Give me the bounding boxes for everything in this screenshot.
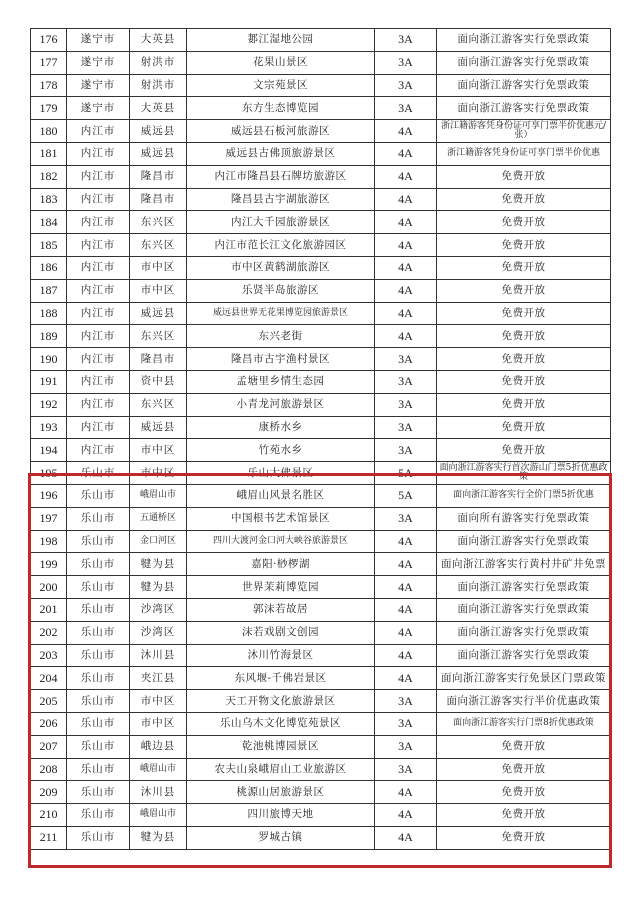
table-row: [31, 29, 611, 52]
level-cell: 4A: [375, 644, 437, 667]
scenic-name-cell: 市中区黄鹤湖旅游区: [187, 256, 375, 279]
city-cell: 内江市: [67, 165, 130, 188]
row-number: 197: [31, 507, 67, 530]
district-cell: 夹江县: [130, 667, 187, 690]
district-cell: 射洪市: [130, 74, 187, 97]
district-cell: 市中区: [130, 712, 187, 735]
district-cell: 东兴区: [130, 234, 187, 257]
table-row: [31, 325, 611, 348]
level-cell: 4A: [375, 781, 437, 804]
policy-cell: 浙江籍游客凭身份证可享门票半价优惠: [437, 142, 611, 165]
row-number: 178: [31, 74, 67, 97]
scenic-name-cell: 中国根书艺术馆景区: [187, 507, 375, 530]
row-number: 207: [31, 735, 67, 758]
scenic-name-cell: 沫若戏剧文创园: [187, 621, 375, 644]
table-row: [31, 279, 611, 302]
row-number: 190: [31, 348, 67, 371]
table-row: [31, 211, 611, 234]
district-cell: 威远县: [130, 416, 187, 439]
level-cell: 4A: [375, 188, 437, 211]
district-cell: 犍为县: [130, 553, 187, 576]
district-cell: 沐川县: [130, 644, 187, 667]
scenic-name-cell: 东方生态博览园: [187, 97, 375, 120]
level-cell: 4A: [375, 279, 437, 302]
row-number: 200: [31, 576, 67, 599]
district-cell: 市中区: [130, 690, 187, 713]
policy-cell: 免费开放: [437, 348, 611, 371]
scenic-name-cell: 天工开物文化旅游景区: [187, 690, 375, 713]
district-cell: 沙湾区: [130, 621, 187, 644]
row-number: 211: [31, 826, 67, 849]
table-row: [31, 439, 611, 462]
table-row: [31, 758, 611, 781]
city-cell: 内江市: [67, 302, 130, 325]
scenic-name-cell: 隆昌县古宇湖旅游区: [187, 188, 375, 211]
table-row: [31, 188, 611, 211]
table-row: [31, 234, 611, 257]
row-number: 176: [31, 29, 67, 52]
table-row: [31, 804, 611, 827]
city-cell: 内江市: [67, 393, 130, 416]
scenic-name-cell: 隆昌市古宇渔村景区: [187, 348, 375, 371]
table-row: [31, 507, 611, 530]
table-row: [31, 97, 611, 120]
row-number: 192: [31, 393, 67, 416]
level-cell: 3A: [375, 690, 437, 713]
policy-cell: 面向浙江游客实行免票政策: [437, 74, 611, 97]
table-row: [31, 644, 611, 667]
district-cell: 沐川县: [130, 781, 187, 804]
table-row: [31, 576, 611, 599]
table-row: [31, 553, 611, 576]
district-cell: 隆昌市: [130, 165, 187, 188]
policy-cell: 免费开放: [437, 439, 611, 462]
district-cell: 金口河区: [130, 530, 187, 553]
scenic-name-cell: 东兴老街: [187, 325, 375, 348]
district-cell: 市中区: [130, 462, 187, 485]
district-cell: 市中区: [130, 256, 187, 279]
row-number: 198: [31, 530, 67, 553]
policy-cell: 免费开放: [437, 804, 611, 827]
row-number: 209: [31, 781, 67, 804]
table-row: [31, 826, 611, 849]
city-cell: 乐山市: [67, 758, 130, 781]
scenic-name-cell: 沐川竹海景区: [187, 644, 375, 667]
district-cell: 市中区: [130, 279, 187, 302]
district-cell: 威远县: [130, 302, 187, 325]
district-cell: 威远县: [130, 120, 187, 143]
row-number: 186: [31, 256, 67, 279]
row-number: 187: [31, 279, 67, 302]
policy-cell: 面向浙江游客实行免票政策: [437, 644, 611, 667]
city-cell: 乐山市: [67, 826, 130, 849]
scenic-name-cell: 乐山乌木文化博览苑景区: [187, 712, 375, 735]
city-cell: 乐山市: [67, 507, 130, 530]
district-cell: 东兴区: [130, 211, 187, 234]
city-cell: 乐山市: [67, 781, 130, 804]
district-cell: 资中县: [130, 370, 187, 393]
table-row: [31, 667, 611, 690]
city-cell: 乐山市: [67, 576, 130, 599]
city-cell: 乐山市: [67, 735, 130, 758]
level-cell: 4A: [375, 826, 437, 849]
table-row: [31, 712, 611, 735]
scenic-name-cell: 四川大渡河金口河大峡谷旅游景区: [187, 530, 375, 553]
district-cell: 犍为县: [130, 576, 187, 599]
level-cell: 4A: [375, 598, 437, 621]
city-cell: 内江市: [67, 279, 130, 302]
table-row: [31, 256, 611, 279]
district-cell: 威远县: [130, 142, 187, 165]
table-row: [31, 393, 611, 416]
scenic-name-cell: 内江大千园旅游景区: [187, 211, 375, 234]
city-cell: 乐山市: [67, 690, 130, 713]
level-cell: 3A: [375, 712, 437, 735]
row-number: 201: [31, 598, 67, 621]
level-cell: 4A: [375, 667, 437, 690]
scenic-name-cell: 孟塘里乡情生态园: [187, 370, 375, 393]
level-cell: 3A: [375, 416, 437, 439]
level-cell: 4A: [375, 302, 437, 325]
city-cell: 内江市: [67, 416, 130, 439]
policy-cell: 面向浙江游客实行免票政策: [437, 530, 611, 553]
scenic-name-cell: 桃源山居旅游景区: [187, 781, 375, 804]
district-cell: 隆昌市: [130, 348, 187, 371]
row-number: 206: [31, 712, 67, 735]
district-cell: 沙湾区: [130, 598, 187, 621]
scenic-name-cell: 小青龙河旅游景区: [187, 393, 375, 416]
row-number: 194: [31, 439, 67, 462]
row-number: 179: [31, 97, 67, 120]
level-cell: 4A: [375, 256, 437, 279]
policy-cell: 面向浙江游客实行全价门票5折优惠: [437, 484, 611, 507]
table-row: [31, 74, 611, 97]
table-row: [31, 51, 611, 74]
city-cell: 乐山市: [67, 553, 130, 576]
city-cell: 内江市: [67, 188, 130, 211]
district-cell: 五通桥区: [130, 507, 187, 530]
level-cell: 4A: [375, 530, 437, 553]
district-cell: 犍为县: [130, 826, 187, 849]
table-row: [31, 370, 611, 393]
scenic-spot-table: [30, 28, 611, 850]
policy-cell: 免费开放: [437, 826, 611, 849]
table-row: [31, 598, 611, 621]
policy-cell: 面向浙江游客实行门票8折优惠政策: [437, 712, 611, 735]
city-cell: 乐山市: [67, 462, 130, 485]
row-number: 180: [31, 120, 67, 143]
level-cell: 4A: [375, 325, 437, 348]
policy-cell: 免费开放: [437, 416, 611, 439]
level-cell: 3A: [375, 348, 437, 371]
district-cell: 隆昌市: [130, 188, 187, 211]
row-number: 193: [31, 416, 67, 439]
scenic-name-cell: 四川旅博天地: [187, 804, 375, 827]
policy-cell: 面向浙江游客实行免票政策: [437, 598, 611, 621]
city-cell: 遂宁市: [67, 29, 130, 52]
policy-cell: 免费开放: [437, 393, 611, 416]
level-cell: 3A: [375, 51, 437, 74]
city-cell: 内江市: [67, 120, 130, 143]
policy-cell: 免费开放: [437, 165, 611, 188]
table-row: [31, 690, 611, 713]
policy-cell: 面向浙江游客实行半价优惠政策: [437, 690, 611, 713]
scenic-name-cell: 威远县石板河旅游区: [187, 120, 375, 143]
row-number: 195: [31, 462, 67, 485]
table-row: [31, 348, 611, 371]
policy-cell: 免费开放: [437, 256, 611, 279]
table-row: [31, 142, 611, 165]
scenic-name-cell: 罗城古镇: [187, 826, 375, 849]
row-number: 181: [31, 142, 67, 165]
district-cell: 东兴区: [130, 325, 187, 348]
city-cell: 乐山市: [67, 484, 130, 507]
scenic-name-cell: 乐山大佛景区: [187, 462, 375, 485]
row-number: 191: [31, 370, 67, 393]
policy-cell: 面向浙江游客实行免景区门票政策: [437, 667, 611, 690]
row-number: 182: [31, 165, 67, 188]
row-number: 183: [31, 188, 67, 211]
table-row: [31, 735, 611, 758]
table-row: [31, 530, 611, 553]
city-cell: 遂宁市: [67, 51, 130, 74]
policy-cell: 免费开放: [437, 735, 611, 758]
level-cell: 4A: [375, 553, 437, 576]
level-cell: 3A: [375, 507, 437, 530]
scenic-name-cell: 嘉阳·桫椤湖: [187, 553, 375, 576]
row-number: 205: [31, 690, 67, 713]
level-cell: 4A: [375, 142, 437, 165]
city-cell: 内江市: [67, 439, 130, 462]
row-number: 177: [31, 51, 67, 74]
city-cell: 乐山市: [67, 667, 130, 690]
level-cell: 3A: [375, 74, 437, 97]
row-number: 202: [31, 621, 67, 644]
level-cell: 4A: [375, 621, 437, 644]
table-row: [31, 120, 611, 143]
scenic-name-cell: 乾池桃博园景区: [187, 735, 375, 758]
city-cell: 内江市: [67, 211, 130, 234]
city-cell: 内江市: [67, 142, 130, 165]
level-cell: 4A: [375, 576, 437, 599]
city-cell: 乐山市: [67, 712, 130, 735]
row-number: 204: [31, 667, 67, 690]
row-number: 185: [31, 234, 67, 257]
scenic-name-cell: 康桥水乡: [187, 416, 375, 439]
policy-cell: 免费开放: [437, 325, 611, 348]
level-cell: 4A: [375, 234, 437, 257]
row-number: 210: [31, 804, 67, 827]
level-cell: 3A: [375, 29, 437, 52]
city-cell: 内江市: [67, 370, 130, 393]
city-cell: 内江市: [67, 234, 130, 257]
scenic-name-cell: 花果山景区: [187, 51, 375, 74]
city-cell: 乐山市: [67, 530, 130, 553]
city-cell: 乐山市: [67, 598, 130, 621]
scenic-name-cell: 东风堰-千佛岩景区: [187, 667, 375, 690]
row-number: 189: [31, 325, 67, 348]
row-number: 203: [31, 644, 67, 667]
row-number: 199: [31, 553, 67, 576]
table-row: [31, 621, 611, 644]
city-cell: 内江市: [67, 348, 130, 371]
city-cell: 乐山市: [67, 621, 130, 644]
city-cell: 遂宁市: [67, 74, 130, 97]
policy-cell: 面向浙江游客实行黄村井矿井免票: [437, 553, 611, 576]
district-cell: 峨边县: [130, 735, 187, 758]
policy-cell: 面向所有游客实行免票政策: [437, 507, 611, 530]
district-cell: 射洪市: [130, 51, 187, 74]
scenic-name-cell: 威远县世界无花果博览园旅游景区: [187, 302, 375, 325]
policy-cell: 浙江籍游客凭身份证可享门票半价优惠元/张）: [437, 120, 611, 143]
scenic-name-cell: 世界茉莉博览园: [187, 576, 375, 599]
policy-cell: 面向浙江游客实行免票政策: [437, 51, 611, 74]
row-number: 188: [31, 302, 67, 325]
scenic-name-cell: 峨眉山风景名胜区: [187, 484, 375, 507]
policy-cell: 面向浙江游客实行首次游山门票5折优惠政策: [437, 462, 611, 485]
level-cell: 3A: [375, 439, 437, 462]
level-cell: 3A: [375, 758, 437, 781]
district-cell: 峨眉山市: [130, 758, 187, 781]
level-cell: 4A: [375, 804, 437, 827]
district-cell: 峨眉山市: [130, 484, 187, 507]
table-row: [31, 462, 611, 485]
policy-cell: 面向浙江游客实行免票政策: [437, 97, 611, 120]
table-row: [31, 484, 611, 507]
level-cell: 4A: [375, 120, 437, 143]
city-cell: 遂宁市: [67, 97, 130, 120]
scenic-name-cell: 乐贤半岛旅游区: [187, 279, 375, 302]
scenic-name-cell: 文宗苑景区: [187, 74, 375, 97]
scenic-name-cell: 郭沫若故居: [187, 598, 375, 621]
district-cell: 市中区: [130, 439, 187, 462]
level-cell: 3A: [375, 393, 437, 416]
scenic-name-cell: 竹苑水乡: [187, 439, 375, 462]
policy-cell: 面向浙江游客实行免票政策: [437, 576, 611, 599]
row-number: 208: [31, 758, 67, 781]
table-row: [31, 302, 611, 325]
policy-cell: 免费开放: [437, 302, 611, 325]
level-cell: 3A: [375, 97, 437, 120]
policy-cell: 免费开放: [437, 279, 611, 302]
level-cell: 5A: [375, 484, 437, 507]
district-cell: 东兴区: [130, 393, 187, 416]
level-cell: 3A: [375, 735, 437, 758]
policy-cell: 免费开放: [437, 781, 611, 804]
level-cell: 4A: [375, 211, 437, 234]
policy-cell: 免费开放: [437, 370, 611, 393]
city-cell: 内江市: [67, 256, 130, 279]
scenic-name-cell: 内江市范长江文化旅游园区: [187, 234, 375, 257]
policy-cell: 免费开放: [437, 211, 611, 234]
row-number: 184: [31, 211, 67, 234]
city-cell: 乐山市: [67, 644, 130, 667]
district-cell: 大英县: [130, 29, 187, 52]
scenic-name-cell: 农夫山泉峨眉山工业旅游区: [187, 758, 375, 781]
policy-cell: 免费开放: [437, 188, 611, 211]
district-cell: 峨眉山市: [130, 804, 187, 827]
district-cell: 大英县: [130, 97, 187, 120]
policy-cell: 免费开放: [437, 234, 611, 257]
row-number: 196: [31, 484, 67, 507]
scenic-name-cell: 威远县古佛顶旅游景区: [187, 142, 375, 165]
city-cell: 乐山市: [67, 804, 130, 827]
level-cell: 4A: [375, 165, 437, 188]
level-cell: 5A: [375, 462, 437, 485]
policy-cell: 面向浙江游客实行免票政策: [437, 29, 611, 52]
policy-cell: 免费开放: [437, 758, 611, 781]
scenic-name-cell: 内江市隆昌县石牌坊旅游区: [187, 165, 375, 188]
table-row: [31, 165, 611, 188]
table-row: [31, 781, 611, 804]
city-cell: 内江市: [67, 325, 130, 348]
policy-cell: 面向浙江游客实行免票政策: [437, 621, 611, 644]
level-cell: 3A: [375, 370, 437, 393]
table-row: [31, 416, 611, 439]
scenic-name-cell: 郪江湿地公园: [187, 29, 375, 52]
